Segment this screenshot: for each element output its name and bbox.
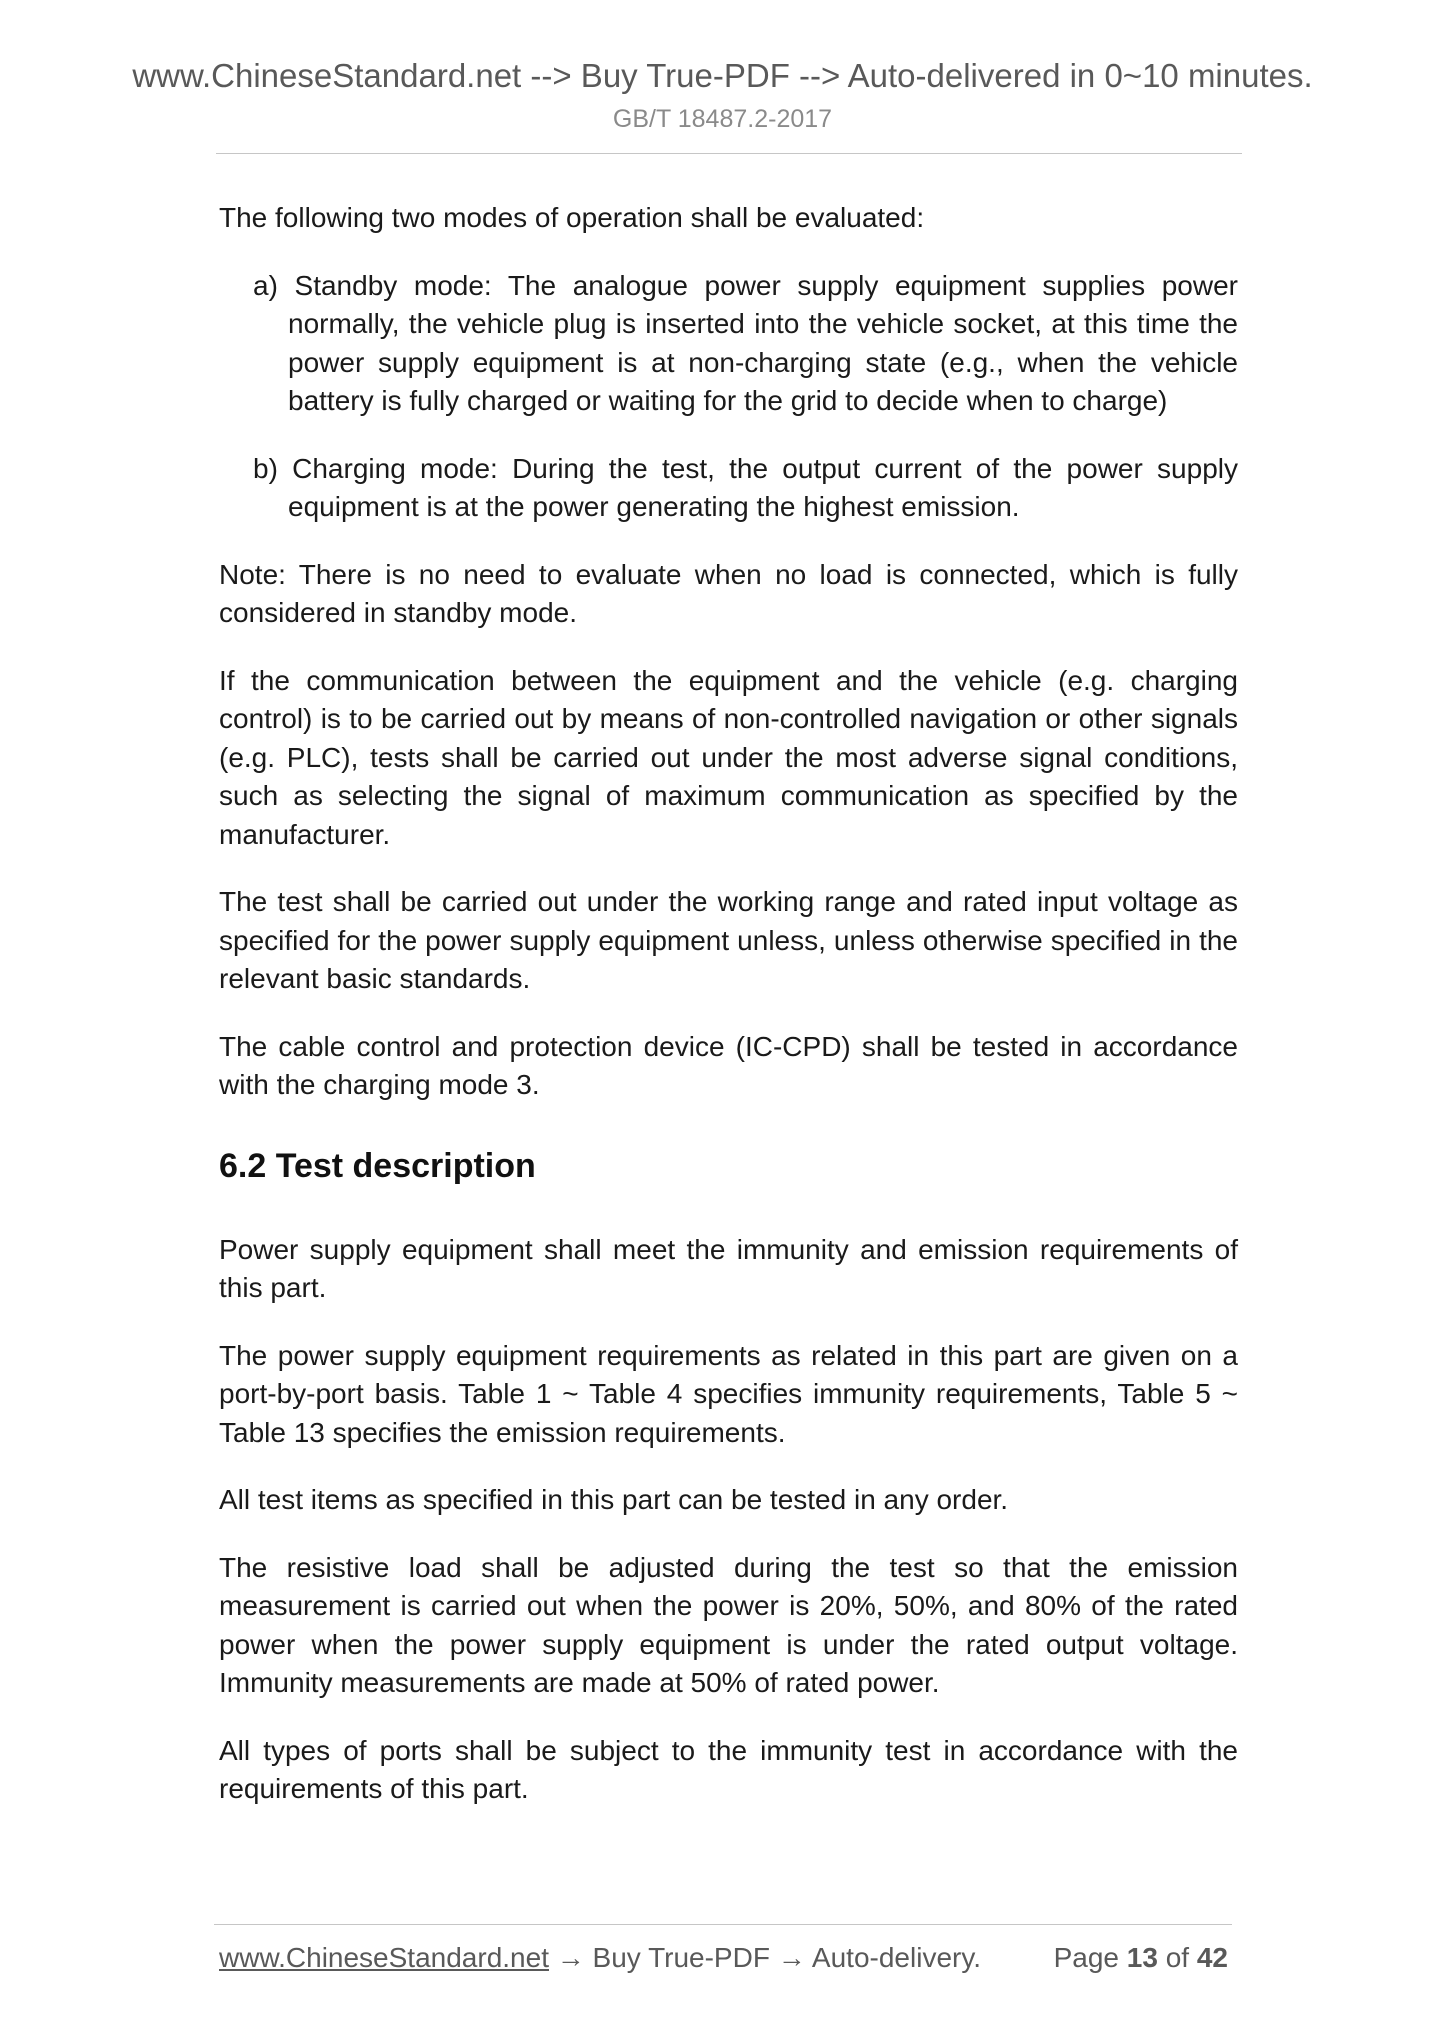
section-heading: 6.2 Test description — [219, 1146, 536, 1185]
document-body — [219, 199, 1238, 1838]
list-item-standby-mode: a) Standby mode: The analogue power supply equipment supplies power normally, the vehicle plug is inserted into the vehicle socket, at this time the power supply equipment is at non-charging state (e.g., when the vehicle battery is fully charged or waiting for the grid to decide when to charge) — [253, 269, 1238, 416]
list-item-charging-mode: b) Charging mode: During the test, the output current of the power supply equipment is at the power generating the highest emission. — [253, 452, 1238, 522]
intro-paragraph: The following two modes of operation shall be evaluated: — [219, 202, 925, 233]
standard-id: GB/T 18487.2-2017 — [612, 105, 833, 133]
ports-paragraph: All types of ports shall be subject to the immunity test in accordance with the requirements of this part. — [219, 1734, 1238, 1804]
total-pages: 42 — [1196, 1942, 1228, 1973]
footer-delivery-text: → Buy True-PDF → Auto-delivery. — [548, 1942, 982, 1973]
footer-website-link[interactable]: www.ChineseStandard.net — [219, 1942, 549, 1973]
iccpd-paragraph: The cable control and protection device (IC-CPD) shall be tested in accordance with the charging mode 3. — [219, 1030, 1238, 1100]
footer-promo — [219, 1940, 981, 1976]
footer-divider — [214, 1924, 1232, 1925]
page-indicator — [1054, 1940, 1228, 1976]
voltage-paragraph: The test shall be carried out under the working range and rated input voltage as specified for the power supply equipment unless, unless otherwise specified in the relevant basic standards. — [219, 886, 1238, 994]
resistive-load-paragraph: The resistive load shall be adjusted during the test so that the emission measurement is carried out when the power is 20%, 50%, and 80% of the rated power when the power supply equipment is under the rated output voltage. Immunity measurements are made at 50% of rated power. — [219, 1551, 1238, 1698]
of-label: of — [1165, 1942, 1190, 1973]
port-basis-paragraph: The power supply equipment requirements as related in this part are given on a port-by-port basis. Table 1 ~ Table 4 specifies immunity requirements, Table 5 ~ Table 13 specifies the emission requirements. — [219, 1339, 1238, 1448]
page-number: 13 — [1126, 1942, 1158, 1973]
header-banner: www.ChineseStandard.net --> Buy True-PDF --> Auto-delivered in 0~10 minutes. — [132, 57, 1313, 94]
communication-paragraph: If the communication between the equipment and the vehicle (e.g. charging control) is to be carried out by means of non-controlled navigation or other signals (e.g. PLC), tests shall be carried out under the most adverse signal conditions, such as selecting the signal of maximum communication as specified by the manufacturer. — [219, 664, 1238, 850]
test-order-paragraph: All test items as specified in this part can be tested in any order. — [219, 1484, 1009, 1515]
requirements-paragraph: Power supply equipment shall meet the immunity and emission requirements of this part. — [219, 1233, 1238, 1303]
note-paragraph: Note: There is no need to evaluate when no load is connected, which is fully considered in standby mode. — [219, 558, 1238, 628]
page-label: Page — [1053, 1942, 1119, 1973]
header-divider — [216, 153, 1242, 154]
